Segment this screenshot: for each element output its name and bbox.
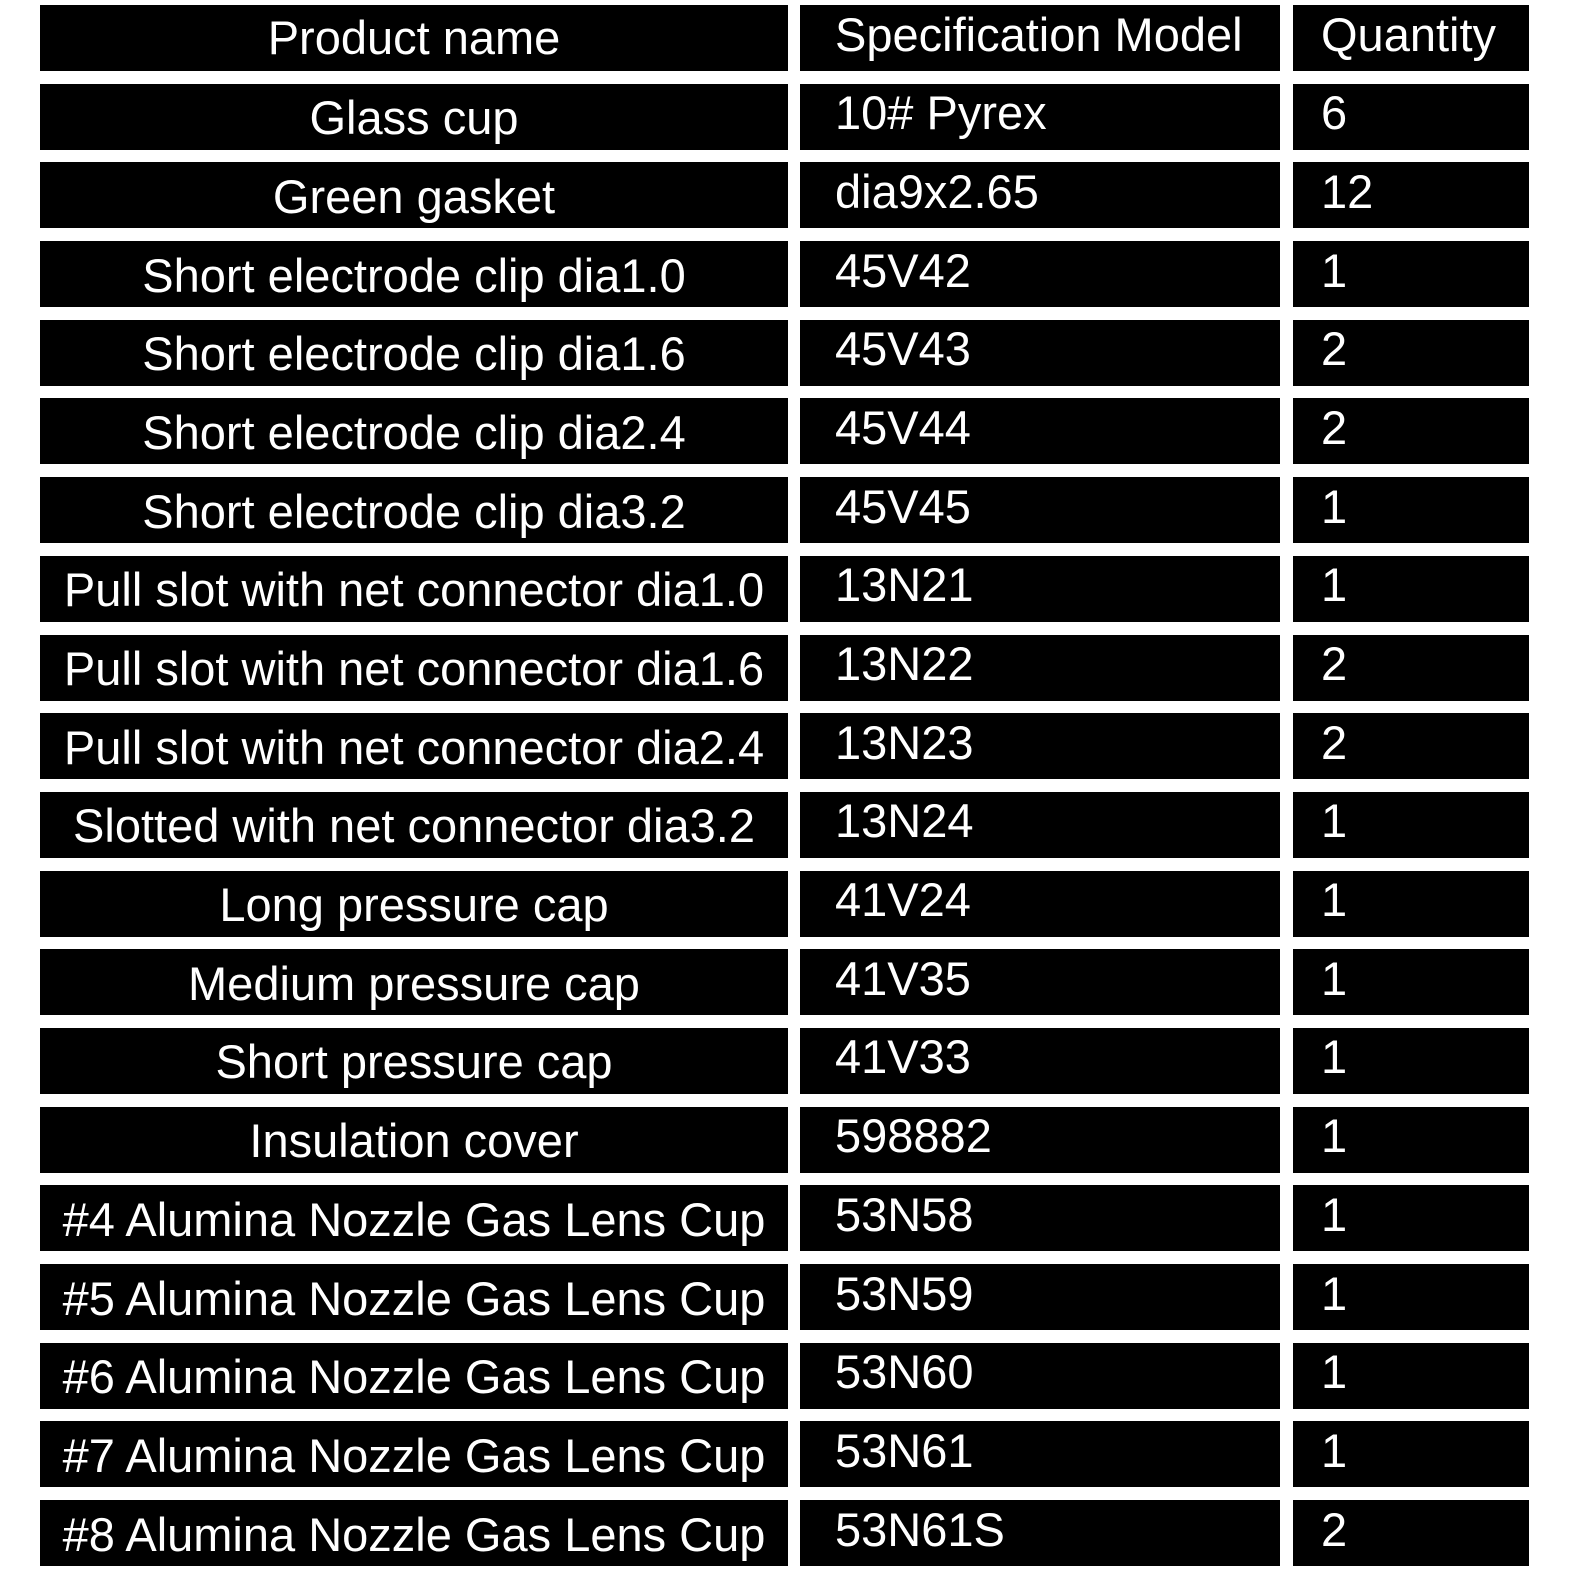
header-product-name: Product name xyxy=(40,5,788,71)
table-row xyxy=(40,1421,1530,1487)
table-body xyxy=(40,84,1530,1566)
product-name-cell: Glass cup xyxy=(40,84,788,150)
quantity-cell: 1 xyxy=(1293,1107,1529,1173)
table-row xyxy=(40,1028,1530,1094)
quantity-cell: 2 xyxy=(1293,635,1529,701)
table-row xyxy=(40,792,1530,858)
quantity-cell: 12 xyxy=(1293,162,1529,228)
quantity-cell: 2 xyxy=(1293,398,1529,464)
quantity-cell: 1 xyxy=(1293,556,1529,622)
table-row xyxy=(40,241,1530,307)
quantity-cell: 1 xyxy=(1293,949,1529,1015)
specification-model-cell: 13N21 xyxy=(800,556,1280,622)
product-name-cell: #7 Alumina Nozzle Gas Lens Cup xyxy=(40,1421,788,1487)
specification-model-cell: 41V35 xyxy=(800,949,1280,1015)
quantity-cell: 2 xyxy=(1293,713,1529,779)
product-name-cell: #4 Alumina Nozzle Gas Lens Cup xyxy=(40,1185,788,1251)
product-name-cell: Short electrode clip dia3.2 xyxy=(40,477,788,543)
product-name-cell: Slotted with net connector dia3.2 xyxy=(40,792,788,858)
specification-model-cell: 10# Pyrex xyxy=(800,84,1280,150)
table-row xyxy=(40,398,1530,464)
quantity-cell: 2 xyxy=(1293,1500,1529,1566)
header-specification-model: Specification Model xyxy=(800,5,1280,71)
product-name-cell: #8 Alumina Nozzle Gas Lens Cup xyxy=(40,1500,788,1566)
table-row xyxy=(40,1264,1530,1330)
specification-model-cell: dia9x2.65 xyxy=(800,162,1280,228)
product-name-cell: Medium pressure cap xyxy=(40,949,788,1015)
table-row xyxy=(40,556,1530,622)
quantity-cell: 6 xyxy=(1293,84,1529,150)
specification-model-cell: 53N61 xyxy=(800,1421,1280,1487)
quantity-cell: 1 xyxy=(1293,1343,1529,1409)
quantity-cell: 2 xyxy=(1293,320,1529,386)
quantity-cell: 1 xyxy=(1293,1185,1529,1251)
quantity-cell: 1 xyxy=(1293,1421,1529,1487)
table-header-row xyxy=(40,5,1530,71)
table-row xyxy=(40,320,1530,386)
table-row xyxy=(40,1107,1530,1173)
quantity-cell: 1 xyxy=(1293,241,1529,307)
specification-model-cell: 53N61S xyxy=(800,1500,1280,1566)
product-name-cell: Pull slot with net connector dia2.4 xyxy=(40,713,788,779)
quantity-cell: 1 xyxy=(1293,477,1529,543)
product-name-cell: Green gasket xyxy=(40,162,788,228)
table-row xyxy=(40,1343,1530,1409)
product-name-cell: Pull slot with net connector dia1.6 xyxy=(40,635,788,701)
table-row xyxy=(40,949,1530,1015)
specification-model-cell: 13N23 xyxy=(800,713,1280,779)
product-name-cell: Short electrode clip dia1.6 xyxy=(40,320,788,386)
specification-model-cell: 53N60 xyxy=(800,1343,1280,1409)
specification-model-cell: 45V45 xyxy=(800,477,1280,543)
table-row xyxy=(40,871,1530,937)
specification-model-cell: 53N59 xyxy=(800,1264,1280,1330)
specification-model-cell: 45V44 xyxy=(800,398,1280,464)
table-row xyxy=(40,162,1530,228)
specification-model-cell: 598882 xyxy=(800,1107,1280,1173)
specification-model-cell: 13N22 xyxy=(800,635,1280,701)
product-name-cell: Insulation cover xyxy=(40,1107,788,1173)
header-quantity: Quantity xyxy=(1293,5,1529,71)
product-name-cell: Short pressure cap xyxy=(40,1028,788,1094)
specification-model-cell: 53N58 xyxy=(800,1185,1280,1251)
product-name-cell: Long pressure cap xyxy=(40,871,788,937)
specification-model-cell: 41V33 xyxy=(800,1028,1280,1094)
product-name-cell: #6 Alumina Nozzle Gas Lens Cup xyxy=(40,1343,788,1409)
specification-model-cell: 41V24 xyxy=(800,871,1280,937)
quantity-cell: 1 xyxy=(1293,1028,1529,1094)
table-row xyxy=(40,84,1530,150)
product-name-cell: Short electrode clip dia2.4 xyxy=(40,398,788,464)
product-name-cell: Short electrode clip dia1.0 xyxy=(40,241,788,307)
product-name-cell: Pull slot with net connector dia1.0 xyxy=(40,556,788,622)
specification-model-cell: 45V42 xyxy=(800,241,1280,307)
parts-table xyxy=(40,5,1530,1579)
table-row xyxy=(40,635,1530,701)
table-row xyxy=(40,713,1530,779)
quantity-cell: 1 xyxy=(1293,871,1529,937)
specification-model-cell: 13N24 xyxy=(800,792,1280,858)
specification-model-cell: 45V43 xyxy=(800,320,1280,386)
table-row xyxy=(40,1185,1530,1251)
table-row xyxy=(40,477,1530,543)
product-name-cell: #5 Alumina Nozzle Gas Lens Cup xyxy=(40,1264,788,1330)
table-row xyxy=(40,1500,1530,1566)
quantity-cell: 1 xyxy=(1293,1264,1529,1330)
quantity-cell: 1 xyxy=(1293,792,1529,858)
